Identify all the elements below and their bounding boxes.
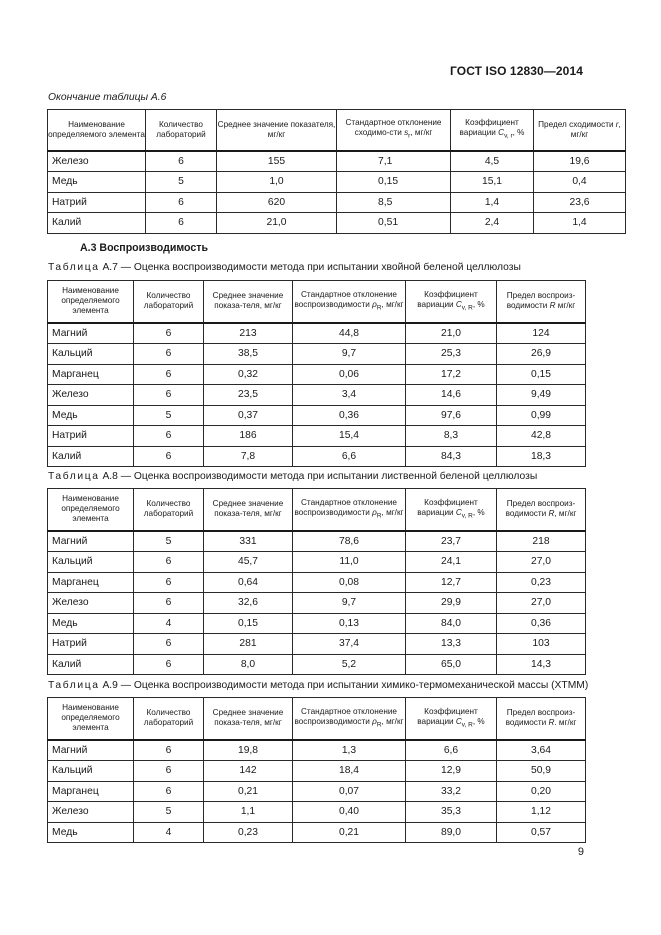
table-a9-header-element-name-part: Наименование определяемого элемента	[61, 703, 120, 733]
table-cell-limit: 3,64	[497, 740, 586, 761]
table-a6-body	[48, 151, 626, 234]
table-row	[48, 822, 586, 843]
table-a9-header-limit-part: R	[548, 718, 555, 728]
table-cell-std-deviation: 0,06	[293, 364, 406, 385]
table-a8-header-element-name-part: Наименование определяемого элемента	[61, 494, 120, 524]
table-cell-variation-coefficient: 4,5	[451, 151, 534, 172]
table-a9-header-std-deviation-part: Стандартное отклонение воспроизводимости	[294, 706, 397, 726]
table-cell-mean-value: 7,8	[204, 446, 293, 467]
table-cell-std-deviation: 0,07	[293, 781, 406, 802]
table-row	[48, 323, 586, 344]
table-a6-header-std-deviation-part: s	[404, 128, 409, 138]
table-a6-header-mean-value	[217, 110, 337, 151]
table-a6-header-std-deviation-part: Стандартное отклонение сходимо-сти	[345, 118, 442, 138]
table-cell-std-deviation: 18,4	[293, 761, 406, 782]
table-cell-variation-coefficient: 23,7	[406, 531, 497, 552]
table-a7-header-lab-count	[134, 281, 204, 323]
table-cell-lab-count: 5	[146, 172, 217, 193]
table-cell-limit: 27,0	[497, 593, 586, 614]
table-cell-limit: 26,9	[497, 344, 586, 365]
table-cell-lab-count: 6	[134, 426, 204, 447]
table-cell-lab-count: 5	[134, 531, 204, 552]
table-cell-std-deviation: 44,8	[293, 323, 406, 344]
table-row	[48, 446, 586, 467]
table-row	[48, 761, 586, 782]
table-a6-header-limit	[534, 110, 626, 151]
table-a6-header	[48, 110, 626, 151]
table-cell-variation-coefficient: 1,4	[451, 192, 534, 213]
table-a8-header-variation-coefficient-part: C	[455, 507, 462, 517]
table-cell-limit: 1,12	[497, 802, 586, 823]
table-cell-mean-value: 155	[217, 151, 337, 172]
table-a9-header-variation-coefficient-part: , %	[472, 716, 485, 726]
table-cell-lab-count: 6	[146, 192, 217, 213]
table-a7-header-limit-part: R	[549, 301, 556, 311]
table-a9-header-mean-value	[204, 698, 293, 740]
page-number: 9	[577, 846, 584, 858]
table-cell-variation-coefficient: 15,1	[451, 172, 534, 193]
table-a8-header-std-deviation-part: , мг/кг	[381, 507, 404, 517]
table-a7-header-std-deviation-part: , мг/кг	[381, 299, 404, 309]
table-a8-header-element-name	[48, 489, 134, 531]
table-a9-header-limit-part: . мг/кг	[554, 718, 577, 728]
table-a6-header-element-name-part: Наименование определяемого элемента	[48, 119, 145, 139]
table-cell-variation-coefficient: 12,7	[406, 572, 497, 593]
table-a7-header-std-deviation-part: ρ	[372, 299, 377, 309]
table-a7-body	[48, 323, 586, 467]
table-cell-lab-count: 6	[134, 761, 204, 782]
table-row	[48, 593, 586, 614]
table-cell-limit: 14,3	[497, 654, 586, 675]
table-cell-element-name: Натрий	[48, 192, 146, 213]
table-a8	[47, 488, 586, 675]
table-cell-element-name: Медь	[48, 613, 134, 634]
table-a9-body	[48, 740, 586, 843]
table-a7-header-limit-part: мг/кг	[555, 301, 576, 311]
table-cell-mean-value: 0,23	[204, 822, 293, 843]
table-a6-header-std-deviation	[337, 110, 451, 151]
table-a8-caption-text: А.8 — Оценка воспроизводимости метода при испытании лиственной беленой целлюлозы	[99, 471, 538, 482]
table-row	[48, 634, 586, 655]
table-row	[48, 344, 586, 365]
table-a9-header-std-deviation-part: ρ	[372, 716, 377, 726]
table-cell-variation-coefficient: 8,3	[406, 426, 497, 447]
table-row	[48, 151, 626, 172]
table-a6-header-variation-coefficient-part: , %	[512, 128, 525, 138]
table-a7-header-std-deviation-part: R	[376, 304, 382, 312]
table-cell-element-name: Марганец	[48, 572, 134, 593]
table-row	[48, 572, 586, 593]
table-a8-header-std-deviation	[293, 489, 406, 531]
table-a8-caption	[48, 471, 537, 482]
table-cell-lab-count: 5	[134, 802, 204, 823]
table-cell-mean-value: 0,37	[204, 405, 293, 426]
table-cell-lab-count: 6	[134, 446, 204, 467]
table-a6	[47, 109, 626, 234]
table-a7-header-limit-part: Предел воспроиз-водимости	[506, 291, 576, 311]
table-cell-mean-value: 19,8	[204, 740, 293, 761]
table-a6-header-variation-coefficient	[451, 110, 534, 151]
table-a6-header-limit-part: Предел сходимости	[538, 119, 616, 129]
table-a7-header-variation-coefficient	[406, 281, 497, 323]
table-cell-mean-value: 1,1	[204, 802, 293, 823]
table-a6-header-mean-value-part: Среднее значение показателя, мг/кг	[217, 119, 336, 139]
table-cell-limit: 27,0	[497, 552, 586, 573]
table-cell-variation-coefficient: 2,4	[451, 213, 534, 234]
table-cell-lab-count: 6	[134, 781, 204, 802]
table-cell-mean-value: 38,5	[204, 344, 293, 365]
table-cell-element-name: Марганец	[48, 781, 134, 802]
table-cell-std-deviation: 5,2	[293, 654, 406, 675]
table-cell-std-deviation: 3,4	[293, 385, 406, 406]
table-cell-lab-count: 6	[146, 213, 217, 234]
table-a6-header-std-deviation-part: r	[408, 133, 411, 141]
table-a9-header-variation-coefficient-part: C	[455, 716, 462, 726]
table-a7-header-std-deviation	[293, 281, 406, 323]
table-cell-element-name: Медь	[48, 405, 134, 426]
table-cell-std-deviation: 37,4	[293, 634, 406, 655]
table-a6-header-element-name	[48, 110, 146, 151]
table-cell-variation-coefficient: 33,2	[406, 781, 497, 802]
table-row	[48, 172, 626, 193]
table-cell-std-deviation: 0,13	[293, 613, 406, 634]
table-cell-limit: 18,3	[497, 446, 586, 467]
table-cell-variation-coefficient: 21,0	[406, 323, 497, 344]
table-cell-mean-value: 8,0	[204, 654, 293, 675]
table-cell-element-name: Медь	[48, 822, 134, 843]
table-cell-std-deviation: 8,5	[337, 192, 451, 213]
table-a6-header-lab-count-part: Количество лабораторий	[156, 119, 206, 139]
table-a9-header-std-deviation	[293, 698, 406, 740]
table-cell-limit: 218	[497, 531, 586, 552]
table-cell-lab-count: 6	[134, 344, 204, 365]
table-a7-caption-text: А.7 — Оценка воспроизводимости метода при испытании хвойной беленой целлюлозы	[99, 262, 521, 273]
table-a8-body	[48, 531, 586, 675]
table-cell-lab-count: 6	[134, 572, 204, 593]
table-cell-element-name: Калий	[48, 213, 146, 234]
table-row	[48, 552, 586, 573]
table-cell-variation-coefficient: 14,6	[406, 385, 497, 406]
table-cell-lab-count: 6	[134, 552, 204, 573]
table-cell-mean-value: 21,0	[217, 213, 337, 234]
table-cell-mean-value: 23,5	[204, 385, 293, 406]
table-a9-caption	[48, 680, 588, 691]
table-a9-header-variation-coefficient-part: v, R	[461, 721, 473, 729]
table-a8-header-mean-value	[204, 489, 293, 531]
table-a7-header-std-deviation-part: Стандартное отклонение воспроизводимости	[294, 289, 397, 309]
table-a8-header-limit-part: , мг/кг	[554, 509, 577, 519]
table-a6-header-variation-coefficient-part: v, r	[504, 133, 513, 141]
table-a8-header-limit	[497, 489, 586, 531]
table-cell-variation-coefficient: 6,6	[406, 740, 497, 761]
table-cell-std-deviation: 0,21	[293, 822, 406, 843]
table-cell-variation-coefficient: 84,3	[406, 446, 497, 467]
table-a8-header	[48, 489, 586, 531]
table-a7-header-element-name-part: Наименование определяемого элемента	[61, 286, 120, 316]
table-a7	[47, 280, 586, 467]
table-cell-variation-coefficient: 13,3	[406, 634, 497, 655]
table-cell-mean-value: 0,32	[204, 364, 293, 385]
table-cell-std-deviation: 0,08	[293, 572, 406, 593]
table-cell-lab-count: 6	[134, 593, 204, 614]
table-row	[48, 213, 626, 234]
table-cell-std-deviation: 1,3	[293, 740, 406, 761]
table-row	[48, 740, 586, 761]
table-cell-limit: 103	[497, 634, 586, 655]
table-a6-caption-text: Окончание таблицы А.6	[48, 92, 167, 103]
table-cell-element-name: Железо	[48, 802, 134, 823]
table-a9-header-limit-part: Предел воспроиз-водимости	[505, 708, 576, 728]
table-cell-element-name: Натрий	[48, 426, 134, 447]
table-cell-limit: 0,4	[534, 172, 626, 193]
table-cell-lab-count: 6	[134, 654, 204, 675]
table-a8-caption-label: Таблица	[48, 471, 100, 482]
table-a8-header-lab-count-part: Количество лабораторий	[143, 499, 194, 519]
table-cell-element-name: Магний	[48, 740, 134, 761]
table-a9-caption-label: Таблица	[48, 680, 100, 691]
table-row	[48, 802, 586, 823]
table-cell-mean-value: 213	[204, 323, 293, 344]
table-a8-header-std-deviation-part: R	[376, 512, 382, 520]
table-row	[48, 781, 586, 802]
table-cell-lab-count: 6	[134, 364, 204, 385]
table-a7-header-mean-value	[204, 281, 293, 323]
table-cell-mean-value: 45,7	[204, 552, 293, 573]
table-cell-element-name: Кальций	[48, 761, 134, 782]
table-a7-header-element-name	[48, 281, 134, 323]
table-a9-header-std-deviation-part: R	[376, 721, 382, 729]
table-a8-header-variation-coefficient	[406, 489, 497, 531]
table-cell-std-deviation: 11,0	[293, 552, 406, 573]
table-a9-header-lab-count	[134, 698, 204, 740]
table-a7-caption	[48, 262, 521, 273]
table-cell-limit: 23,6	[534, 192, 626, 213]
table-cell-mean-value: 142	[204, 761, 293, 782]
table-cell-limit: 19,6	[534, 151, 626, 172]
table-a9-header-element-name	[48, 698, 134, 740]
table-a6-header-std-deviation-part: , мг/кг	[410, 128, 433, 138]
table-cell-lab-count: 6	[134, 323, 204, 344]
table-a8-header-std-deviation-part: Стандартное отклонение воспроизводимости	[294, 497, 397, 517]
table-a8-header-variation-coefficient-part: Коэффициент вариации	[417, 497, 478, 517]
table-cell-limit: 0,15	[497, 364, 586, 385]
table-cell-element-name: Кальций	[48, 344, 134, 365]
table-cell-limit: 0,99	[497, 405, 586, 426]
table-cell-mean-value: 0,21	[204, 781, 293, 802]
table-a8-header-mean-value-part: Среднее значение показа-теля, мг/кг	[212, 499, 284, 519]
table-a7-header-variation-coefficient-part: , %	[472, 299, 485, 309]
table-cell-lab-count: 4	[134, 822, 204, 843]
table-a6-header-limit-part: r	[615, 119, 619, 129]
table-row	[48, 613, 586, 634]
table-cell-element-name: Кальций	[48, 552, 134, 573]
table-row	[48, 531, 586, 552]
table-cell-lab-count: 4	[134, 613, 204, 634]
table-cell-variation-coefficient: 65,0	[406, 654, 497, 675]
table-cell-mean-value: 0,15	[204, 613, 293, 634]
table-cell-mean-value: 0,64	[204, 572, 293, 593]
table-cell-limit: 0,36	[497, 613, 586, 634]
table-row	[48, 192, 626, 213]
table-cell-std-deviation: 6,6	[293, 446, 406, 467]
table-cell-std-deviation: 7,1	[337, 151, 451, 172]
table-a9-header-std-deviation-part: , мг/кг	[381, 716, 404, 726]
table-cell-element-name: Магний	[48, 323, 134, 344]
table-cell-std-deviation: 0,40	[293, 802, 406, 823]
table-cell-element-name: Медь	[48, 172, 146, 193]
table-cell-mean-value: 1,0	[217, 172, 337, 193]
table-cell-mean-value: 32,6	[204, 593, 293, 614]
table-cell-lab-count: 6	[134, 634, 204, 655]
table-a7-header	[48, 281, 586, 323]
table-a7-header-variation-coefficient-part: v, R	[461, 304, 473, 312]
table-row	[48, 654, 586, 675]
table-cell-variation-coefficient: 24,1	[406, 552, 497, 573]
table-a9-header-lab-count-part: Количество лабораторий	[143, 708, 194, 728]
table-a6-header-variation-coefficient-part: Коэффициент вариации	[459, 118, 519, 138]
table-cell-element-name: Калий	[48, 446, 134, 467]
table-cell-variation-coefficient: 25,3	[406, 344, 497, 365]
table-cell-mean-value: 620	[217, 192, 337, 213]
table-cell-element-name: Железо	[48, 593, 134, 614]
table-row	[48, 385, 586, 406]
table-cell-variation-coefficient: 35,3	[406, 802, 497, 823]
table-cell-variation-coefficient: 84,0	[406, 613, 497, 634]
table-a9-header-variation-coefficient	[406, 698, 497, 740]
table-row	[48, 426, 586, 447]
table-cell-mean-value: 331	[204, 531, 293, 552]
table-cell-std-deviation: 78,6	[293, 531, 406, 552]
table-cell-mean-value: 281	[204, 634, 293, 655]
table-cell-std-deviation: 0,15	[337, 172, 451, 193]
table-cell-std-deviation: 0,36	[293, 405, 406, 426]
table-row	[48, 364, 586, 385]
table-a6-header-variation-coefficient-part: C	[498, 128, 505, 138]
table-cell-lab-count: 6	[134, 385, 204, 406]
table-a7-header-variation-coefficient-part: C	[455, 299, 462, 309]
table-cell-variation-coefficient: 89,0	[406, 822, 497, 843]
table-cell-limit: 0,57	[497, 822, 586, 843]
table-cell-limit: 50,9	[497, 761, 586, 782]
table-cell-lab-count: 5	[134, 405, 204, 426]
table-cell-limit: 0,23	[497, 572, 586, 593]
table-cell-variation-coefficient: 12,9	[406, 761, 497, 782]
table-cell-element-name: Марганец	[48, 364, 134, 385]
table-cell-element-name: Железо	[48, 385, 134, 406]
table-a7-header-lab-count-part: Количество лабораторий	[143, 291, 194, 311]
table-a8-header-limit-part: Предел воспроиз-водимости	[505, 499, 576, 519]
table-a8-header-variation-coefficient-part: v, R	[461, 512, 473, 520]
table-cell-variation-coefficient: 17,2	[406, 364, 497, 385]
table-cell-limit: 9,49	[497, 385, 586, 406]
table-cell-lab-count: 6	[134, 740, 204, 761]
table-cell-std-deviation: 9,7	[293, 593, 406, 614]
table-row	[48, 405, 586, 426]
table-a8-header-limit-part: R	[548, 509, 555, 519]
table-a6-header-limit-part: , мг/кг	[570, 119, 621, 139]
page-header-code: ГОСТ ISO 12830—2014	[450, 64, 583, 78]
table-cell-element-name: Магний	[48, 531, 134, 552]
table-cell-element-name: Калий	[48, 654, 134, 675]
table-a9-header-mean-value-part: Среднее значение показа-теля, мг/кг	[212, 708, 284, 728]
table-cell-element-name: Натрий	[48, 634, 134, 655]
table-cell-variation-coefficient: 97,6	[406, 405, 497, 426]
table-a9-header-variation-coefficient-part: Коэффициент вариации	[417, 706, 478, 726]
table-cell-limit: 42,8	[497, 426, 586, 447]
table-a7-header-mean-value-part: Среднее значение показа-теля, мг/кг	[212, 291, 284, 311]
table-a8-header-variation-coefficient-part: , %	[472, 507, 485, 517]
table-a8-header-lab-count	[134, 489, 204, 531]
table-cell-std-deviation: 0,51	[337, 213, 451, 234]
table-a8-header-std-deviation-part: ρ	[372, 507, 377, 517]
table-a7-caption-label: Таблица	[48, 262, 100, 273]
table-a6-header-lab-count	[146, 110, 217, 151]
table-cell-element-name: Железо	[48, 151, 146, 172]
table-cell-mean-value: 186	[204, 426, 293, 447]
table-cell-variation-coefficient: 29,9	[406, 593, 497, 614]
table-cell-std-deviation: 9,7	[293, 344, 406, 365]
table-a7-header-limit	[497, 281, 586, 323]
table-cell-lab-count: 6	[146, 151, 217, 172]
table-a9	[47, 697, 586, 843]
table-cell-limit: 124	[497, 323, 586, 344]
table-cell-limit: 1,4	[534, 213, 626, 234]
table-a9-header	[48, 698, 586, 740]
table-a9-caption-text: А.9 — Оценка воспроизводимости метода при испытании химико-термомеханической массы (ХТММ)	[99, 680, 589, 691]
table-a7-header-variation-coefficient-part: Коэффициент вариации	[417, 289, 478, 309]
table-cell-std-deviation: 15,4	[293, 426, 406, 447]
table-a9-header-limit	[497, 698, 586, 740]
table-a6-caption	[48, 92, 166, 103]
section-title: А.3 Воспроизводимость	[80, 242, 208, 254]
table-cell-limit: 0,20	[497, 781, 586, 802]
